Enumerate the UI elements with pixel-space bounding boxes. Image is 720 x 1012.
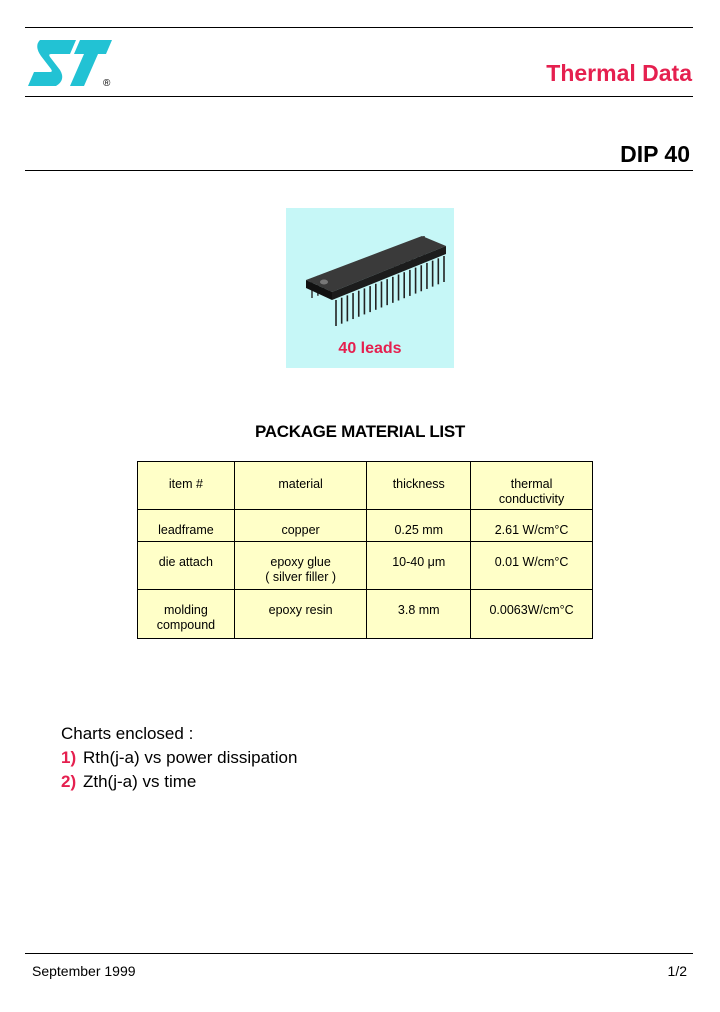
header-thermal-conductivity: thermal conductivity [471, 462, 593, 510]
table-row [138, 590, 593, 639]
header-rule [25, 96, 693, 97]
cell-item: molding compound [138, 590, 235, 639]
cell-thickness: 0.25 mm [367, 510, 471, 542]
top-rule [25, 27, 693, 28]
cell-material: epoxy resin [234, 590, 367, 639]
table-row [138, 510, 593, 542]
footer-rule [25, 953, 693, 954]
header-material: material [234, 462, 367, 510]
chart-list-item [61, 746, 297, 770]
package-rule [25, 170, 693, 171]
chart-label: Zth(j-a) vs time [83, 772, 197, 791]
cell-thickness: 3.8 mm [367, 590, 471, 639]
header-thickness: thickness [367, 462, 471, 510]
cell-material: copper [234, 510, 367, 542]
page-number: 1/2 [667, 963, 687, 979]
cell-conductivity: 2.61 W/cm°C [471, 510, 593, 542]
footer-date: September 1999 [32, 963, 136, 979]
registered-mark: ® [103, 78, 111, 89]
charts-intro: Charts enclosed : [61, 724, 194, 743]
table-row [138, 542, 593, 590]
material-list-title: PACKAGE MATERIAL LIST [255, 422, 465, 441]
dip40-chip-image [298, 222, 446, 332]
cell-thickness: 10-40 μm [367, 542, 471, 590]
cell-conductivity: 0.01 W/cm°C [471, 542, 593, 590]
chart-list-item [61, 770, 297, 794]
st-logo-icon [26, 36, 114, 92]
cell-conductivity: 0.0063W/cm°C [471, 590, 593, 639]
chart-number: 2) [61, 772, 77, 791]
charts-enclosed [61, 722, 297, 794]
cell-item: leadframe [138, 510, 235, 542]
package-image-panel [286, 208, 454, 368]
table-header-row [138, 462, 593, 510]
package-name: DIP 40 [620, 141, 690, 167]
material-table [137, 461, 593, 639]
doc-title: Thermal Data [546, 60, 692, 86]
cell-material: epoxy glue ( silver filler ) [234, 542, 367, 590]
cell-item: die attach [138, 542, 235, 590]
chart-number: 1) [61, 748, 77, 767]
chart-label: Rth(j-a) vs power dissipation [83, 748, 298, 767]
header-item: item # [138, 462, 235, 510]
leads-caption: 40 leads [338, 340, 402, 357]
